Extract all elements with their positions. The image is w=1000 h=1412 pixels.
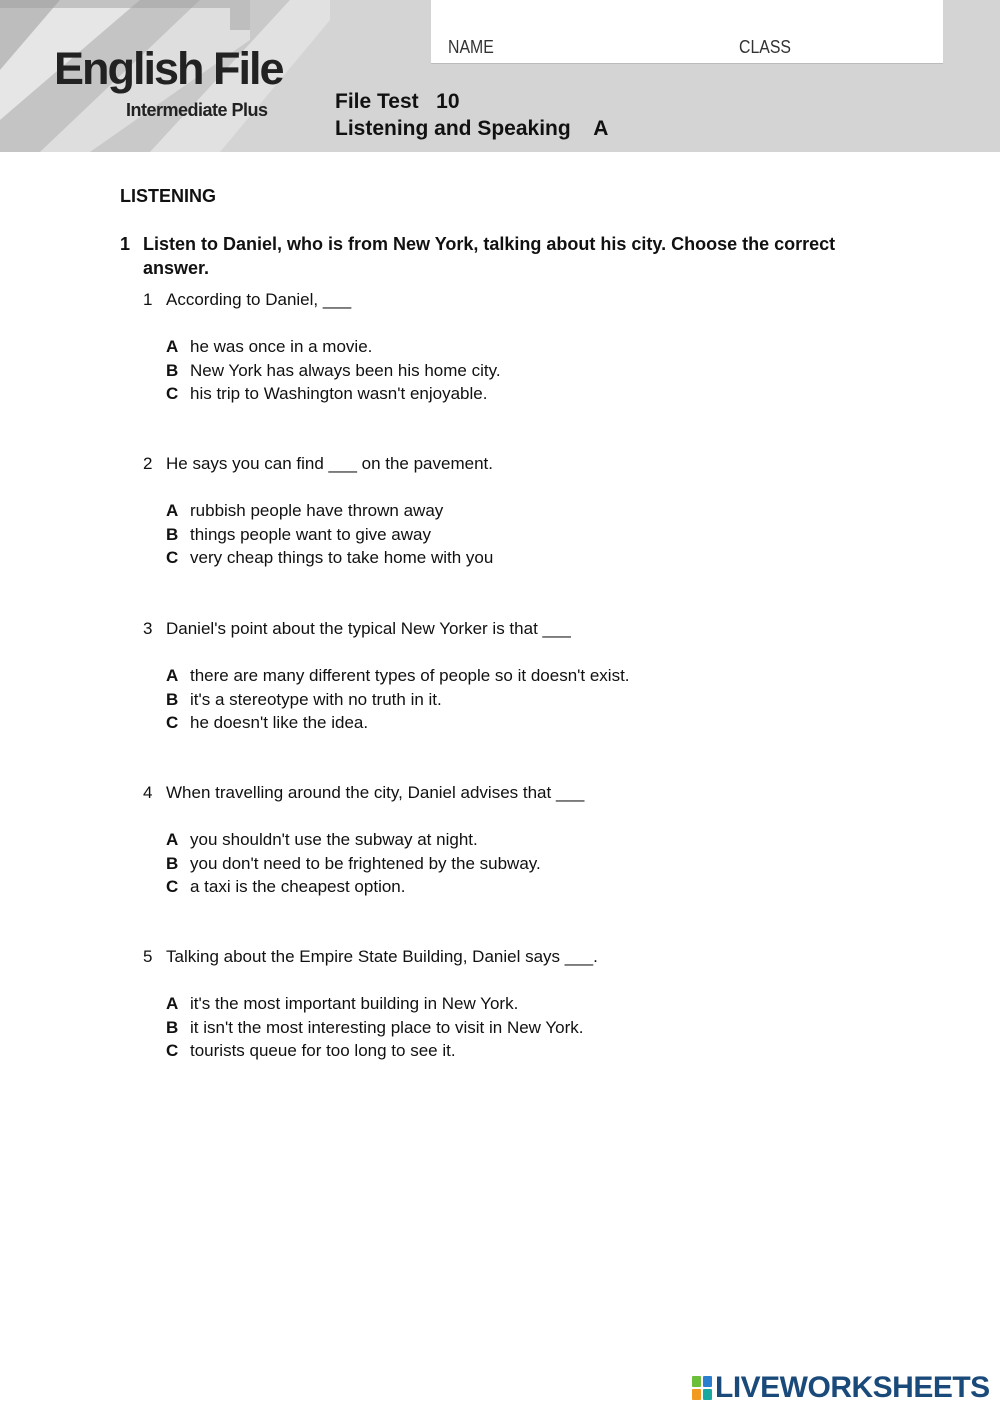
logo-subtitle: Intermediate Plus <box>126 100 268 120</box>
option-letter: C <box>166 384 179 403</box>
icon-square <box>703 1389 712 1400</box>
option-letter: A <box>166 337 179 356</box>
option-text: you don't need to be frightened by the subway. <box>190 853 541 873</box>
liveworksheets-icon <box>692 1376 712 1400</box>
question-number: 4 <box>143 783 153 802</box>
answer-option[interactable] <box>143 547 863 571</box>
option-letter: B <box>166 524 179 544</box>
answer-options <box>143 829 863 900</box>
question-item <box>143 289 863 407</box>
question-line <box>143 618 863 640</box>
name-label: NAME <box>448 37 494 57</box>
question-line <box>143 946 863 968</box>
icon-square <box>692 1376 701 1387</box>
answer-options <box>143 500 863 571</box>
option-letter: C <box>166 1041 179 1060</box>
class-label: CLASS <box>739 37 791 57</box>
option-text: he doesn't like the idea. <box>190 713 369 732</box>
test-title-line2: Listening and Speaking A <box>335 117 609 140</box>
question-item <box>143 782 863 900</box>
option-text: rubbish people have thrown away <box>190 501 444 520</box>
task-text: Listen to Daniel, who is from New York, talking about his city. Choose the correct answer. <box>143 234 836 278</box>
test-title <box>335 88 608 142</box>
option-letter: B <box>166 853 179 873</box>
answer-options <box>143 665 863 736</box>
answer-option[interactable] <box>143 665 863 689</box>
answer-option[interactable] <box>143 829 863 853</box>
question-text: Daniel's point about the typical New Yorker is that ___ <box>166 619 571 638</box>
option-letter: B <box>166 689 179 709</box>
name-class-box <box>431 0 943 64</box>
option-text: he was once in a movie. <box>190 337 373 356</box>
question-text: He says you can find ___ on the pavement. <box>166 454 493 473</box>
option-text: it's the most important building in New York. <box>190 994 519 1013</box>
option-letter: A <box>166 666 179 685</box>
option-text: New York has always been his home city. <box>190 360 501 380</box>
answer-options <box>143 993 863 1064</box>
question-line <box>143 453 863 475</box>
task-number: 1 <box>120 234 131 254</box>
option-letter: C <box>166 713 179 732</box>
question-text: According to Daniel, ___ <box>166 290 352 309</box>
answer-option[interactable] <box>143 1017 863 1041</box>
option-text: you shouldn't use the subway at night. <box>190 830 478 849</box>
question-number: 5 <box>143 947 153 966</box>
question-text: Talking about the Empire State Building, Daniel says ___. <box>166 947 598 966</box>
icon-square <box>692 1389 701 1400</box>
icon-square <box>703 1376 712 1387</box>
answer-option[interactable] <box>143 336 863 360</box>
task-instruction <box>120 232 880 280</box>
option-text: his trip to Washington wasn't enjoyable. <box>190 384 488 403</box>
answer-options <box>143 336 863 407</box>
question-line <box>143 289 863 311</box>
option-text: it's a stereotype with no truth in it. <box>190 689 442 709</box>
option-text: tourists queue for too long to see it. <box>190 1041 456 1060</box>
option-text: there are many different types of people so it doesn't exist. <box>190 666 630 685</box>
answer-option[interactable] <box>143 524 863 548</box>
option-letter: B <box>166 360 179 380</box>
option-text: things people want to give away <box>190 524 431 544</box>
section-title: LISTENING <box>120 186 217 206</box>
option-letter: A <box>166 994 179 1013</box>
answer-option[interactable] <box>143 689 863 713</box>
option-text: very cheap things to take home with you <box>190 548 494 567</box>
option-letter: C <box>166 548 179 567</box>
question-line <box>143 782 863 804</box>
logo-title: English File <box>54 43 283 94</box>
option-text: it isn't the most interesting place to visit in New York. <box>190 1017 584 1037</box>
question-item <box>143 946 863 1064</box>
answer-option[interactable] <box>143 853 863 877</box>
answer-option[interactable] <box>143 383 863 407</box>
liveworksheets-brand: LIVEWORKSHEETS <box>715 1371 990 1404</box>
answer-option[interactable] <box>143 993 863 1017</box>
option-letter: A <box>166 830 179 849</box>
option-letter: B <box>166 1017 179 1037</box>
option-letter: A <box>166 501 179 520</box>
answer-option[interactable] <box>143 712 863 736</box>
test-title-line1: File Test 10 <box>335 90 460 113</box>
page-header <box>0 0 1000 152</box>
option-letter: C <box>166 877 179 896</box>
answer-option[interactable] <box>143 360 863 384</box>
answer-option[interactable] <box>143 500 863 524</box>
question-number: 1 <box>143 290 153 309</box>
answer-option[interactable] <box>143 876 863 900</box>
question-item <box>143 453 863 571</box>
question-item <box>143 618 863 736</box>
question-number: 2 <box>143 454 153 473</box>
option-text: a taxi is the cheapest option. <box>190 877 406 896</box>
answer-option[interactable] <box>143 1040 863 1064</box>
liveworksheets-logo <box>692 1372 990 1404</box>
question-text: When travelling around the city, Daniel advises that ___ <box>166 783 585 802</box>
question-number: 3 <box>143 619 153 638</box>
